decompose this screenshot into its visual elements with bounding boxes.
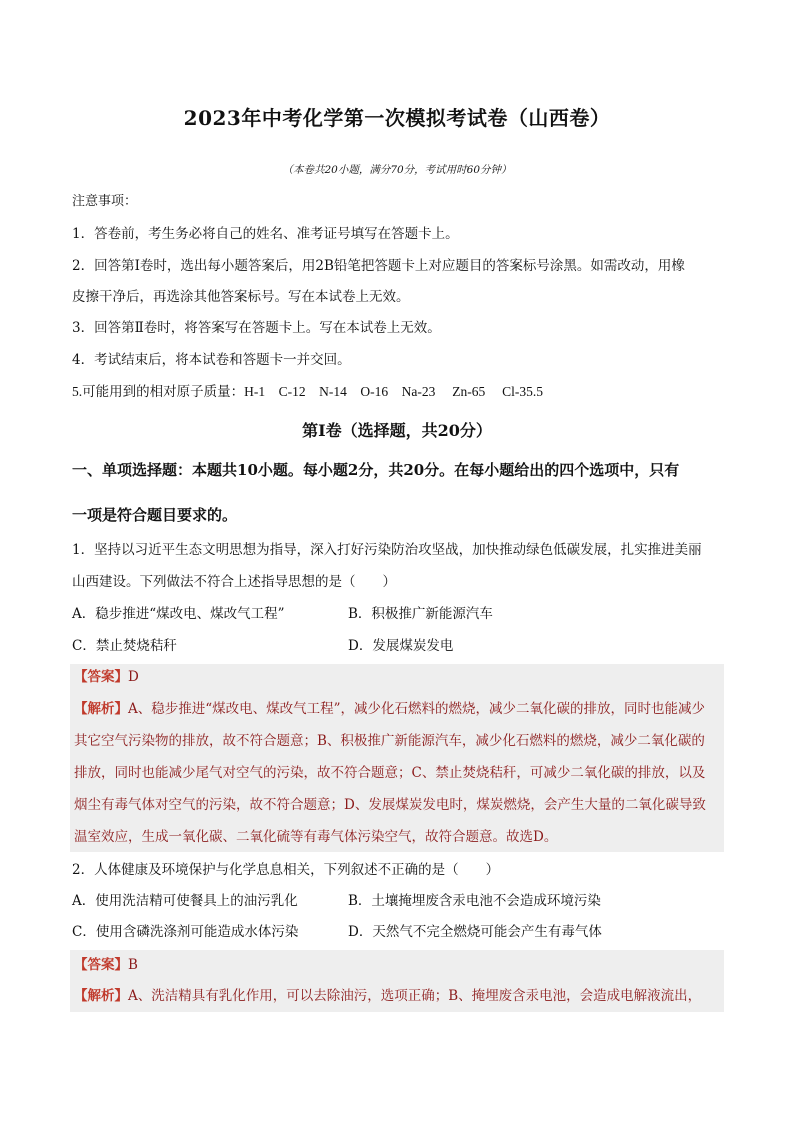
- analysis-text: 温室效应，生成一氧化碳、二氧化硫等有毒气体污染空气，故符合题意。故选D。: [74, 829, 558, 845]
- question-options-row: [0, 636, 794, 656]
- notice-item: 2．回答第Ⅰ卷时，选出每小题答案后，用2B铅笔把答题卡上对应题目的答案标号涂黑。如需改动，用橡: [72, 258, 685, 274]
- answer-value: D: [128, 669, 139, 685]
- notice-item-atomic-masses: 5.可能用到的相对原子质量：H-1 C-12 N-14 O-16 Na-23 Zn-65 Cl-35.5: [72, 384, 543, 399]
- answer-value: B: [128, 957, 138, 973]
- analysis-text: 烟尘有毒气体对空气的污染，故不符合题意；D、发展煤炭发电时，煤炭燃烧，会产生大量的二氧化碳导致: [74, 797, 706, 813]
- answer-tag: 【答案】: [74, 669, 128, 685]
- option-d: D．天然气不完全燃烧可能会产生有毒气体: [348, 924, 602, 940]
- question-options-row: [0, 891, 794, 911]
- section-instruction: 一项是符合题目要求的。: [72, 506, 238, 524]
- exam-subtitle: （本卷共20小题，满分70分，考试用时60分钟）: [282, 164, 512, 176]
- analysis-tag: 【解析】: [74, 988, 128, 1004]
- answer-analysis-box: [70, 950, 724, 1012]
- option-b: B．土壤掩埋废含汞电池不会造成环境污染: [348, 893, 601, 909]
- notice-item: 皮擦干净后，再选涂其他答案标号。写在本试卷上无效。: [72, 289, 410, 305]
- analysis-text: 其它空气污染物的排放，故不符合题意；B、积极推广新能源汽车，减少化石燃料的燃烧，减少二氧化碳的: [74, 733, 705, 749]
- answer-tag: 【答案】: [74, 957, 128, 973]
- analysis-text: A、洗洁精具有乳化作用，可以去除油污，选项正确；B、掩埋废含汞电池，会造成电解液流出，: [128, 988, 702, 1004]
- notice-item: 4．考试结束后，将本试卷和答题卡一并交回。: [72, 352, 351, 368]
- question-stem: 2．人体健康及环境保护与化学息息相关，下列叙述不正确的是（ ）: [72, 862, 500, 878]
- section-heading: 第Ⅰ卷（选择题，共20分）: [302, 421, 492, 440]
- analysis-text: A、稳步推进“煤改电、煤改气工程”，减少化石燃料的燃烧，减少二氧化碳的排放，同时也能减少: [128, 701, 706, 717]
- question-stem: 山西建设。下列做法不符合上述指导思想的是（ ）: [72, 574, 396, 590]
- option-b: B．积极推广新能源汽车: [348, 606, 493, 622]
- analysis-line: [74, 699, 724, 719]
- question-stem: 1．坚持以习近平生态文明思想为指导，深入打好污染防治攻坚战，加快推动绿色低碳发展，扎实推进美丽: [72, 542, 702, 558]
- answer-analysis-box: [70, 664, 724, 852]
- option-c: C．使用含磷洗涤剂可能造成水体污染: [72, 924, 299, 940]
- notice-item: 3．回答第Ⅱ卷时，将答案写在答题卡上。写在本试卷上无效。: [72, 320, 441, 336]
- question-options-row: [0, 604, 794, 624]
- question-options-row: [0, 922, 794, 942]
- notice-item: 1．答卷前，考生务必将自己的姓名、准考证号填写在答题卡上。: [72, 226, 459, 242]
- exam-title: 2023年中考化学第一次模拟考试卷（山西卷）: [183, 106, 611, 130]
- notice-heading: 注意事项：: [72, 194, 138, 209]
- option-a: A．稳步推进“煤改电、煤改气工程”: [72, 606, 285, 622]
- option-c: C．禁止焚烧秸秆: [72, 638, 177, 654]
- section-instruction: 一、单项选择题：本题共10小题。每小题2分，共20分。在每小题给出的四个选项中，只有: [72, 461, 680, 479]
- analysis-tag: 【解析】: [74, 701, 128, 717]
- answer-line: [74, 955, 724, 975]
- answer-line: [74, 667, 724, 687]
- analysis-line: [74, 986, 724, 1006]
- analysis-text: 排放，同时也能减少尾气对空气的污染，故不符合题意；C、禁止焚烧秸秆，可减少二氧化碳的排放，以及: [74, 765, 706, 781]
- option-d: D．发展煤炭发电: [348, 638, 454, 654]
- option-a: A．使用洗洁精可使餐具上的油污乳化: [72, 893, 298, 909]
